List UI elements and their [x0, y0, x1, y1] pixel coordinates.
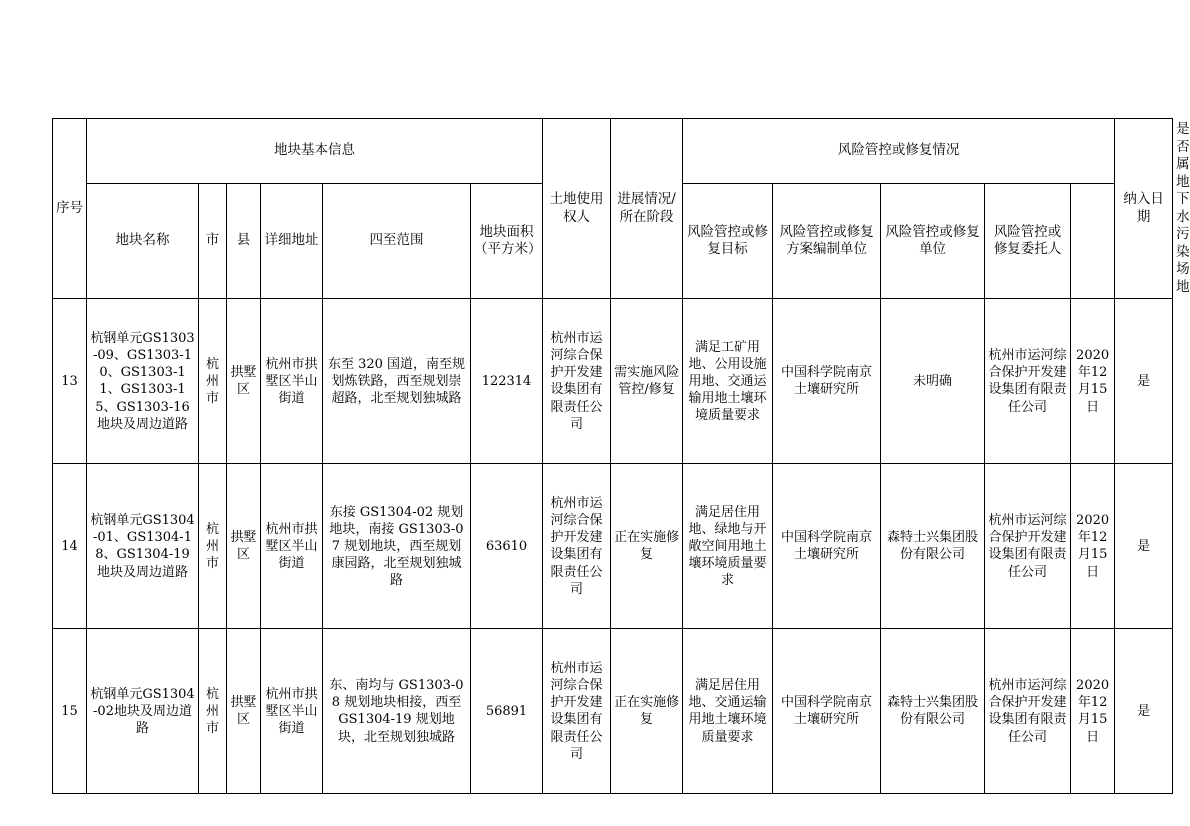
cell-range: 东、南均与 GS1303-08 规划地块相接，西至 GS1304-19 规划地块，北至规划独城路 [323, 629, 471, 794]
header-range: 四至范围 [323, 183, 471, 299]
cell-repair-unit: 森特士兴集团股份有限公司 [881, 464, 985, 629]
cell-name: 杭钢单元GS1303-09、GS1303-10、GS1303-11、GS1303-15、GS1303-16地块及周边道路 [87, 299, 199, 464]
cell-repair-unit: 森特士兴集团股份有限公司 [881, 629, 985, 794]
cell-stage: 正在实施修复 [611, 629, 683, 794]
cell-range: 东至 320 国道，南至规划炼铁路，西至规划崇超路，北至规划独城路 [323, 299, 471, 464]
cell-owner: 杭州市运河综合保护开发建设集团有限责任公司 [543, 629, 611, 794]
cell-goal: 满足居住用地、交通运输用地土壤环境质量要求 [683, 629, 773, 794]
header-group-basic: 地块基本信息 [87, 119, 543, 184]
cell-repair-unit: 未明确 [881, 299, 985, 464]
cell-entrust: 杭州市运河综合保护开发建设集团有限责任公司 [985, 464, 1071, 629]
cell-area: 63610 [471, 464, 543, 629]
cell-goal: 满足居住用地、绿地与开敞空间用地土壤环境质量要求 [683, 464, 773, 629]
header-seq: 序号 [53, 119, 87, 299]
cell-stage: 正在实施修复 [611, 464, 683, 629]
header-city: 市 [199, 183, 227, 299]
cell-date: 2020年12月15日 [1071, 629, 1115, 794]
header-plan-unit: 风险管控或修复方案编制单位 [773, 183, 881, 299]
cell-name: 杭钢单元GS1304-01、GS1304-18、GS1304-19地块及周边道路 [87, 464, 199, 629]
cell-county: 拱墅区 [227, 299, 261, 464]
table-header [53, 119, 1190, 299]
header-area: 地块面积（平方米） [471, 183, 543, 299]
cell-plan-unit: 中国科学院南京土壤研究所 [773, 464, 881, 629]
cell-is-groundwater-site: 是 [1115, 299, 1173, 464]
cell-date: 2020年12月15日 [1071, 464, 1115, 629]
cell-is-groundwater-site: 是 [1115, 464, 1173, 629]
cell-city: 杭州市 [199, 464, 227, 629]
cell-entrust: 杭州市运河综合保护开发建设集团有限责任公司 [985, 299, 1071, 464]
land-table-container [52, 118, 1190, 794]
cell-city: 杭州市 [199, 629, 227, 794]
header-county: 县 [227, 183, 261, 299]
header-date: 纳入日期 [1115, 119, 1173, 299]
header-row-groups: 序号 地块基本信息 土地使用权人 进展情况/所在阶段 风险管控或修复情况 纳入日期 是否属地下水污染场地 [53, 119, 1173, 184]
header-name: 地块名称 [87, 183, 199, 299]
land-information-table [52, 118, 1190, 794]
table-row [53, 629, 1173, 794]
cell-owner: 杭州市运河综合保护开发建设集团有限责任公司 [543, 299, 611, 464]
header-goal: 风险管控或修复目标 [683, 183, 773, 299]
cell-address: 杭州市拱墅区半山街道 [261, 629, 323, 794]
cell-address: 杭州市拱墅区半山街道 [261, 299, 323, 464]
cell-area: 56891 [471, 629, 543, 794]
table-row [53, 299, 1173, 464]
table-row [53, 464, 1173, 629]
table-body [53, 299, 1173, 794]
cell-area: 122314 [471, 299, 543, 464]
cell-entrust: 杭州市运河综合保护开发建设集团有限责任公司 [985, 629, 1071, 794]
header-group-risk: 风险管控或修复情况 [683, 119, 1115, 184]
cell-seq: 15 [53, 629, 87, 794]
cell-plan-unit: 中国科学院南京土壤研究所 [773, 629, 881, 794]
cell-is-groundwater-site: 是 [1115, 629, 1173, 794]
cell-seq: 14 [53, 464, 87, 629]
cell-owner: 杭州市运河综合保护开发建设集团有限责任公司 [543, 464, 611, 629]
cell-county: 拱墅区 [227, 464, 261, 629]
cell-name: 杭钢单元GS1304-02地块及周边道路 [87, 629, 199, 794]
cell-range: 东接 GS1304-02 规划地块，南接 GS1303-07 规划地块，西至规划康园路，北至规划独城路 [323, 464, 471, 629]
header-owner: 土地使用权人 [543, 119, 611, 299]
cell-city: 杭州市 [199, 299, 227, 464]
header-repair-unit: 风险管控或修复单位 [881, 183, 985, 299]
cell-stage: 需实施风险管控/修复 [611, 299, 683, 464]
cell-address: 杭州市拱墅区半山街道 [261, 464, 323, 629]
cell-seq: 13 [53, 299, 87, 464]
cell-county: 拱墅区 [227, 629, 261, 794]
header-address: 详细地址 [261, 183, 323, 299]
header-entrust: 风险管控或修复委托人 [985, 183, 1071, 299]
cell-goal: 满足工矿用地、公用设施用地、交通运输用地土壤环境质量要求 [683, 299, 773, 464]
header-stage: 进展情况/所在阶段 [611, 119, 683, 299]
cell-date: 2020年12月15日 [1071, 299, 1115, 464]
cell-plan-unit: 中国科学院南京土壤研究所 [773, 299, 881, 464]
